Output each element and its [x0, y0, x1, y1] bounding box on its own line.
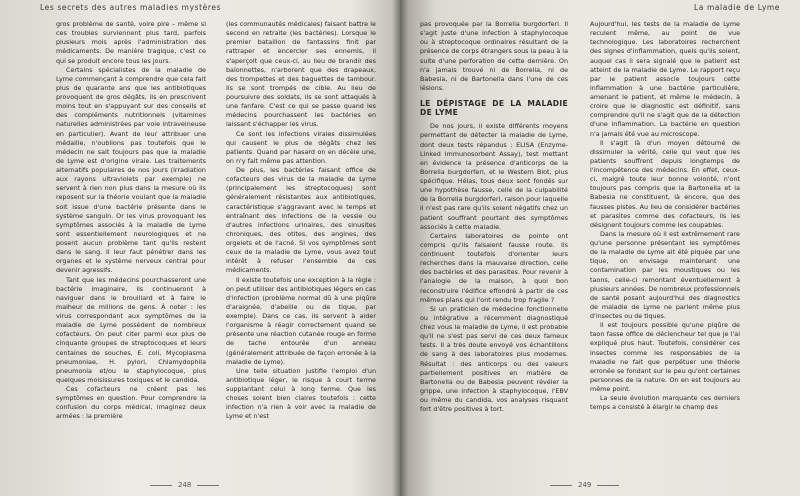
paragraph: Aujourd'hui, les tests de la maladie de Lyme reculent même, au point de vue technologique. Les laboratoires recherchent des signes d'inflammation, quels qu'ils soient, auquel cas il sera signalé que le patient est atteint de la maladie de Lyme. Le rapport reçu par le patient associe toujours cette inflammation à une bactérie particulière, amenant le patient, et même le médecin, à croire que le diagnostic est définitif, sans comprendre qu'il ne s'agit que de la détection d'une inflammation. La bactérie en question n'a jamais été vue au microscope. — [590, 20, 740, 138]
folio-rule — [550, 485, 572, 486]
paragraph: Si un praticien de médecine fonctionnelle ou intégrative a récemment diagnostiqué chez vous la maladie de Lyme, il est probable qu'il ne s'est pas servi de ces deux fameux tests. Il a très doute envoyé vos échantillons de sang à des laboratoires plus modernes. Résultat : des anticorps ou des valeurs partiellement positives en matière de Bartonella ou de Babesia peuvent révéler la grippe, une infection à staphylocoque, l'EBV ou même du candida, vos analyses risquant fort d'être positives à tort. — [420, 304, 568, 414]
page-number-text: 248 — [178, 481, 192, 489]
paragraph: gros problème de santé, voire pire – même si ces troubles surviennent plus tard, parfois plusieurs mois après l'administration des médicaments. De manière tragique, c'est ce qui se produit encore tous les jours. — [56, 20, 206, 65]
paragraph: De nos jours, il existe différents moyens permettant de détecter la maladie de Lyme, dont deux tests répandus : ELISA (Enzyme-Linked Immunosorbent Assay), test mettant en évidence la présence d'anticorps de la Borrelia burgdorferi, et le Western Blot, plus spécifique. Hélas, tous deux sont fondés sur une hypothèse fausse, celle de la culpabilité de la Borrelia burgdorferi, raison pour laquelle il n'est pas rare qu'ils soient négatifs chez un patient souffrant pourtant des symptômes associés à cette maladie. — [420, 122, 568, 231]
section-heading: LE DÉPISTAGE DE LA MALADIE DE LYME — [420, 99, 568, 118]
folio-rule — [150, 485, 172, 486]
page-number — [550, 481, 619, 489]
paragraph: Il est toujours possible qu'une piqûre de taon fasse office de déclencheur tel que je l'ai expliqué plus haut. Toutefois, considérer ces insectes comme les responsables de la maladie ne fait que perpétuer une théorie erronée se fondant sur le peu qu'ont certaines personnes de la nature. On en est toujours au même point. — [590, 321, 740, 393]
folio-rule — [197, 485, 219, 486]
paragraph: Tant que les médecins pourchasseront une bactérie imaginaire, ils continueront à naviguer dans le brouillard et à faire le malheur de millions de gens. À noter : les virus correspondant aux symptômes de la maladie de Lyme possèdent de nombreux cofacteurs. On peut citer parmi eux plus de cinquante groupes de streptocoques et leurs centaines de souches, E. coli, Mycoplasma pneumoniae, H. pylori, Chlamydophila pneumonia et/ou le staphylocoque, plus quelques moisissures toxiques et le candida. — [56, 275, 206, 384]
paragraph: De plus, les bactéries faisant office de cofacteurs des virus de la maladie de Lyme (principalement les streptocoques) sont généralement résistantes aux antibiotiques, caractéristique s'aggravant avec le temps et entraînant des infections de la vessie ou d'autres infections urinaires, des sinusites chroniques, des otites, des angines, des orgelets et de l'acné. Si vos symptômes sont ceux de la maladie de Lyme, vous avez tout intérêt à refuser l'ensemble de ces médicaments. — [226, 166, 376, 275]
running-head: Les secrets des autres maladies mystères — [40, 3, 222, 12]
page-number-text: 249 — [578, 481, 592, 489]
text-column-2 — [226, 20, 376, 422]
paragraph: Dans la mesure où il est extrêmement rare qu'une personne présentant les symptômes de la maladie de Lyme ait été piquée par une tique, on envisage maintenant une contamination par les moustiques ou les taons, celle-ci remontant éventuellement à plusieurs années. De nombreux professionnels de santé posant aujourd'hui des diagnostics de maladie de Lyme ne parlent même plus d'insectes ou de tiques. — [590, 229, 740, 320]
page-number — [150, 481, 219, 489]
text-column-2 — [590, 20, 740, 412]
paragraph: Il s'agit là d'un moyen détourné de dissimuler la vérité, celle qui veut que les patients souffrent depuis longtemps de l'incompétence des médecins. En effet, ceux-ci, malgré toute leur bonne volonté, n'ont toujours pas compris que la Bartonella et la Babesia ne constituent, là encore, que des fausses pistes. Au lieu de considérer bactéries et parasites comme des cofacteurs, ils les désignent toujours comme les coupables. — [590, 138, 740, 229]
paragraph: Certains laboratoires de pointe ont compris qu'ils faisaient fausse route. Ils continuent toutefois d'orienter leurs recherches dans la mauvaise direction, celle des bactéries et des parasites. Pour revenir à l'analogie de la maison, à quoi bon reconstruire l'édifice effondré à partir de ces mêmes plans qui l'ont rendu trop fragile ? — [420, 231, 568, 304]
right-page — [400, 0, 800, 496]
paragraph: Il existe toutefois une exception à la règle : on peut utiliser des antibiotiques légers en cas d'infection (problème normal dû à une piqûre d'araignée, d'abeille ou de tique, par exemple). Dans ce cas, ils servent à aider l'organisme à réagir correctement quand se présente une réaction cutanée rouge en forme de tache entourée d'un anneau (généralement attribuée de façon erronée à la maladie de Lyme). — [226, 275, 376, 366]
running-head: La maladie de Lyme — [694, 3, 780, 12]
text-column-1 — [56, 20, 206, 422]
paragraph: La seule évolution marquante ces derniers temps a consisté à élargir le champ des — [590, 394, 740, 412]
text-column-1 — [420, 20, 568, 414]
paragraph: Ces cofacteurs ne créent pas les symptômes en question. Pour comprendre la confusion du corps médical, imaginez deux armées : la première — [56, 385, 206, 421]
paragraph: pas provoquée par la Borrelia burgdorferi. Il s'agit juste d'une infection à staphylocoque ou à streptocoque ordinaires résultant de la présence de corps étrangers sous la peau à la suite d'une perforation de cette dernière. On n'a jamais trouvé ni de Borrelia, ni de Babesia, ni de Bartonella dans l'une de ces lésions. — [420, 20, 568, 92]
folio-rule — [597, 485, 619, 486]
paragraph: Ce sont les infections virales dissimulées qui causent le plus de dégâts chez les patients. Quand par hasard on en décèle une, on n'y fait même pas attention. — [226, 129, 376, 165]
paragraph: (les communautés médicales) faisant battre le second en retraite (les bactéries). Lorsque le premier bataillon de fantassins finit par rattraper et encercler ses ennemis, il s'aperçoit que ceux-ci, au lieu de brandir des baïonnettes, n'arborent que des drapeaux, des trompettes et des baguettes de tambour. Ils se sont trompés de cible. Au lieu de poursuivre des soldats, ils se sont attaqués à une fanfare. C'est ce qui se passe quand les médecins pourchassent les bactéries en laissant s'échapper les virus. — [226, 20, 376, 129]
paragraph: Certains spécialistes de la maladie de Lyme commençant à comprendre que cela fait plus de quarante ans que les antibiotiques provoquent de gros dégâts, ils en prescrivent moins tout en s'appuyant sur des conseils et des compléments nutritionnels (vitamines naturelles administrées par voie intraveineuse en particulier). Avant de leur attribuer une médaille, n'oublions pas toutefois que le médecin ne sait toujours pas que la maladie de Lyme est d'origine virale. Les traitements alternatifs populaires de nos jours (irradiation aux rayons ultraviolets par exemple) ne servent à rien non plus dans la mesure où ils reposent sur la théorie voulant que la maladie soit issue d'une bactérie présente dans le système sanguin. Or les virus provoquant les symptômes associés à la maladie de Lyme sont essentiellement neurologiques et ne posent aucun problème tant qu'ils restent dans le sang. Il leur faut pénétrer dans les organes et le système nerveux central pour devenir agressifs. — [56, 65, 206, 275]
paragraph: Une telle situation justifie l'emploi d'un antibiotique léger, le risque à court terme supplantant celui à long terme. Que les choses soient bien claires toutefois : cette infection n'a rien à voir avec la maladie de Lyme et n'est — [226, 366, 376, 421]
